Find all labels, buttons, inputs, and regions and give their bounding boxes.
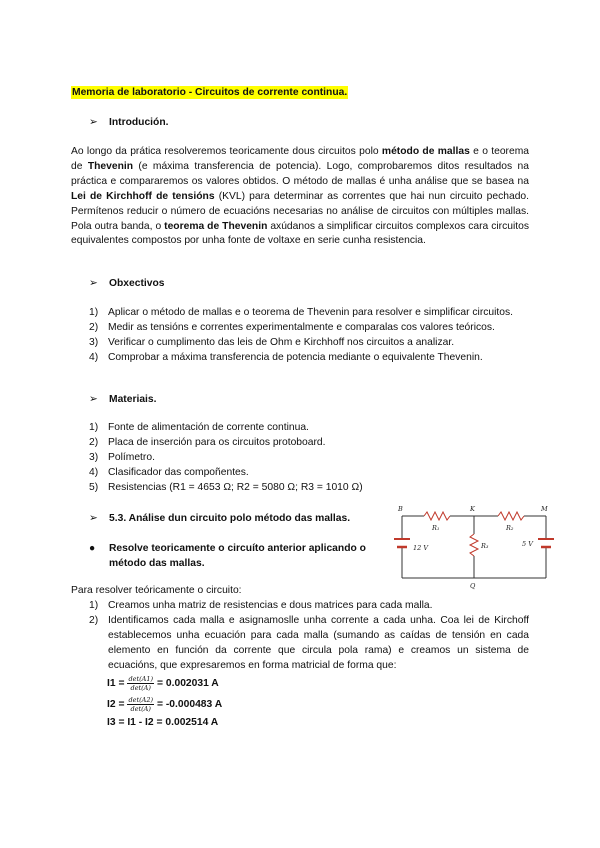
arrow-bullet-icon: ➢ xyxy=(89,278,98,289)
fraction: $\frac{\det(A2)}{\det(A)}$ xyxy=(128,696,153,713)
r3-label: R₃ xyxy=(481,542,489,550)
formula-i2: I2 = $\frac{\det(A2)}{\det(A)}$ = -0.000483 A xyxy=(107,696,223,713)
list-item: 5) Resistencias (R1 = 4653 Ω; R2 = 5080 Ω; R3 = 1010 Ω) xyxy=(89,482,363,493)
node-q-label: Q xyxy=(470,582,476,590)
arrow-bullet-icon: ➢ xyxy=(89,117,98,128)
list-item: 2) Placa de inserción para os circuitos protoboard. xyxy=(89,437,326,448)
materials-heading xyxy=(89,393,157,406)
node-k-label: K xyxy=(470,505,475,513)
intro-heading xyxy=(89,116,168,129)
arrow-bullet-icon: ➢ xyxy=(89,513,98,524)
list-item: 2) Identificamos cada malla e asignamoslle unha corrente a cada unha. Coa lei de Kirchoff establecemos unha ecuación para cada malla (sumando as caídas de tensión en cada elemento en función da corrente que circula pola rama) e creamos un sistema de ecuacións, que expresaremos en forma matricial de forma que: xyxy=(89,615,529,671)
keyword-thevenin-theorem: teorema de Thevenin xyxy=(164,220,268,232)
node-m-label: M xyxy=(541,505,548,513)
list-item: 2) Medir as tensións e correntes experimentalmente e comparalas cos valores teóricos. xyxy=(89,322,495,333)
arrow-bullet-icon: ➢ xyxy=(89,394,98,405)
list-item: 3) Verificar o cumplimento das leis de Ohm e Kirchhoff nos circuitos a analizar. xyxy=(89,337,455,348)
battery-right-icon xyxy=(538,539,554,547)
document-title: Memoria de laboratorio - Circuitos de corrente continua. xyxy=(72,87,348,98)
materials-heading-label: Materiais. xyxy=(109,394,157,405)
list-item: 1) Creamos unha matriz de resistencias e dous matrices para cada malla. xyxy=(89,600,433,611)
task-text: Resolve teoricamente o circuíto anterior aplicando o método das mallas. xyxy=(109,543,366,569)
resistor-r1-icon xyxy=(424,512,450,520)
list-item: 3) Polímetro. xyxy=(89,452,155,463)
materials-list xyxy=(71,420,411,495)
solve-intro: Para resolver teóricamente o circuito: xyxy=(71,585,242,596)
list-item: 4) Clasificador das compoñentes. xyxy=(89,467,249,478)
keyword-mesh-method: método de mallas xyxy=(381,146,470,157)
objectives-heading xyxy=(89,277,165,290)
fraction: $\frac{\det(A1)}{\det(A)}$ xyxy=(128,675,153,692)
r2-label: R₂ xyxy=(506,524,514,532)
resistor-r2-icon xyxy=(498,512,524,520)
keyword-kvl: Lei de Kirchhoff de tensións xyxy=(71,190,215,202)
steps-list xyxy=(71,598,529,673)
formula-i1: I1 = $\frac{\det(A1)}{\det(A)}$ = 0.002031 A xyxy=(107,675,219,692)
list-item: 4) Comprobar a máxima transferencia de potencia mediante o equivalente Thevenin. xyxy=(89,352,483,363)
intro-paragraph: Ao longo da prática resolveremos teoricamente dous circuitos polo método de mallas e o teorema de Thevenin (e máxima transferencia de potencia). Logo, comprobaremos ditos resultados na práctica e compararemos os valores obtidos. O método de mallas é unha análise que se basea na Lei de Kirchhoff de tensións (KVL) para determinar as correntes que hai nun circuito pechado. Permítenos reducir o número de ecuacións necesarias no análise de circuitos con múltiples mallas. Pola outra banda, o teorema de Thevenin axúdanos a simplificar circuitos complexos cara circuitos equivalentes compostos por unha fonte de voltaxe en serie cunha resistencia. xyxy=(71,146,530,247)
node-b-label: B xyxy=(398,505,403,513)
list-item: 1) Fonte de alimentación de corrente continua. xyxy=(89,422,309,433)
analysis-heading-label: 5.3. Análise dun circuito polo método das mallas. xyxy=(109,513,351,524)
dot-bullet-icon: ● xyxy=(89,543,96,554)
formula-i3: I3 = I1 - I2 = 0.002514 A xyxy=(107,717,219,728)
objectives-heading-label: Obxectivos xyxy=(109,278,165,289)
keyword-thevenin: Thevenin xyxy=(87,160,134,172)
battery-left-icon xyxy=(394,539,410,547)
v-right-label: 5 V xyxy=(522,540,533,548)
circuit-diagram xyxy=(386,502,562,590)
v-left-label: 12 V xyxy=(413,544,429,552)
list-item: 1) Aplicar o método de mallas e o teorema de Thevenin para resolver e simplificar circuitos. xyxy=(89,307,514,318)
r1-label: R₁ xyxy=(432,524,440,532)
resistor-r3-icon xyxy=(470,534,478,556)
intro-heading-label: Introdución. xyxy=(109,117,169,128)
objectives-list xyxy=(71,305,529,365)
analysis-heading xyxy=(89,512,350,525)
task-bullet xyxy=(89,541,389,571)
